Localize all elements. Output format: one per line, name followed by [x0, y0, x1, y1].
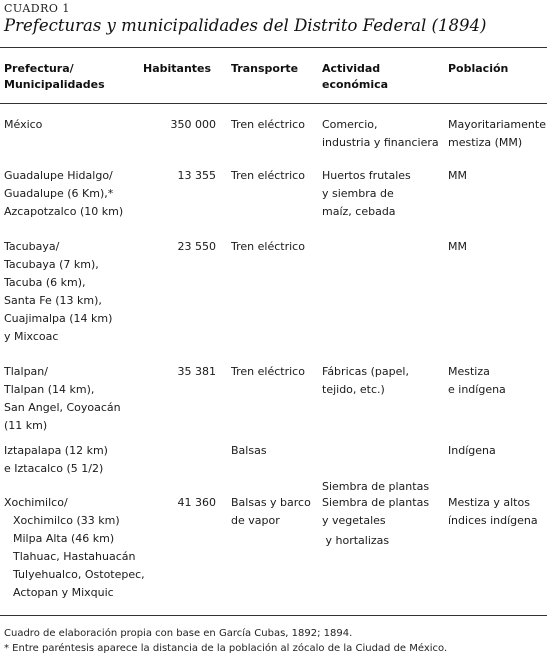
row-xochimilco-transporte: Balsas y barco de vapor — [231, 496, 311, 527]
row-tlalpan-poblacion: Mestiza e indígena — [448, 365, 506, 396]
source-note: Cuadro de elaboración propia con base en García Cubas, 1892; 1894. — [4, 628, 353, 639]
row-xochimilco-habitantes: 41 360 — [177, 496, 216, 509]
top-rule — [0, 47, 547, 48]
row-xochimilco-actividad: Siembra de plantas y vegetales — [322, 496, 430, 527]
header-transporte: Transporte — [231, 62, 299, 75]
row-iztapalapa-prefectura: Iztapalapa (12 km) e Iztacalco (5 1/2) — [4, 444, 108, 475]
row-guadalupe-habitantes: 13 355 — [177, 169, 216, 182]
row-mexico-poblacion: Mayoritariamente mestiza (MM) — [448, 118, 546, 149]
row-tlalpan-habitantes: 35 381 — [177, 365, 216, 378]
asterisk-footnote: * Entre paréntesis aparece la distancia de la población al zócalo de la Ciudad de México. — [4, 643, 448, 654]
row-iztapalapa-transporte: Balsas — [231, 444, 267, 457]
row-tacubaya-habitantes: 23 550 — [177, 240, 216, 253]
row-tacubaya-transporte: Tren eléctrico — [231, 240, 305, 253]
row-xochimilco-prefectura: Xochimilco/ Xochimilco (33 km) Milpa Alta (46 km) Tlahuac, Hastahuacán Tulyehualco, Ostotepec, Actopan y Mixquic — [4, 496, 145, 599]
header-habitantes: Habitantes — [143, 62, 212, 75]
row-mexico-transporte: Tren eléctrico — [231, 118, 305, 131]
header-actividad: Actividad económica — [322, 62, 389, 91]
table-title: Prefecturas y municipalidades del Distrito Federal (1894) — [4, 16, 487, 35]
header-rule — [0, 103, 547, 104]
row-mexico-actividad: Comercio, industria y financiera — [322, 118, 439, 149]
row-guadalupe-transporte: Tren eléctrico — [231, 169, 305, 182]
table-caption: CUADRO 1 — [4, 2, 70, 15]
row-tacubaya-poblacion: MM — [448, 240, 467, 253]
row-guadalupe-prefectura: Guadalupe Hidalgo/ Guadalupe (6 Km),* Azcapotzalco (10 km) — [4, 169, 124, 218]
row-tacubaya-prefectura: Tacubaya/ Tacubaya (7 km), Tacuba (6 km), Santa Fe (13 km), Cuajimalpa (14 km) y Mixcoac — [4, 240, 113, 343]
row-guadalupe-poblacion: MM — [448, 169, 467, 182]
bottom-rule — [0, 615, 547, 616]
row-iztapalapa-actividad: Siembra de plantas y hortalizas — [322, 480, 430, 547]
header-poblacion: Población — [448, 62, 509, 75]
row-mexico-prefectura: México — [4, 118, 43, 131]
row-tlalpan-actividad: Fábricas (papel, tejido, etc.) — [322, 365, 409, 396]
row-iztapalapa-poblacion: Indígena — [448, 444, 496, 457]
row-tlalpan-prefectura: Tlalpan/ Tlalpan (14 km), San Angel, Coyoacán (11 km) — [4, 365, 121, 432]
header-prefectura: Prefectura/ Municipalidades — [4, 62, 105, 91]
row-tlalpan-transporte: Tren eléctrico — [231, 365, 305, 378]
row-guadalupe-actividad: Huertos frutales y siembra de maíz, cebada — [322, 169, 411, 218]
row-mexico-habitantes: 350 000 — [170, 118, 216, 131]
row-xochimilco-poblacion: Mestiza y altos índices indígena — [448, 496, 538, 527]
